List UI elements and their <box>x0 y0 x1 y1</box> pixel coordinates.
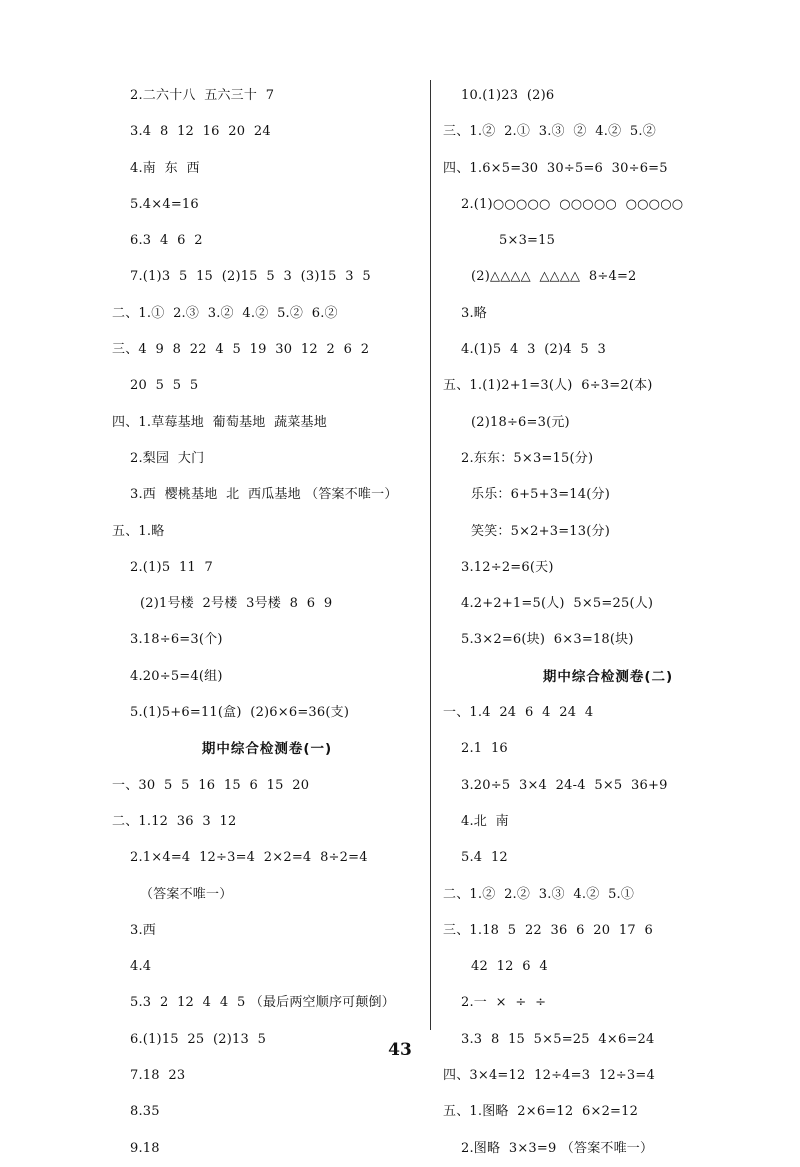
answer-line: 四、3×4=12 12÷4=3 12÷3=4 <box>443 1068 655 1084</box>
answer-line: 2.(1)○○○○○ ○○○○○ ○○○○○ <box>461 196 684 212</box>
answer-line: 2.1 16 <box>461 741 508 757</box>
section-title: 期中综合检测卷(二) <box>542 668 674 685</box>
answer-line: 五、1.(1)2+1=3(人) 6÷3=2(本) <box>443 378 653 394</box>
answer-line: 20 5 5 5 <box>130 378 199 394</box>
answer-line: 3.3 8 15 5×5=25 4×6=24 <box>461 1031 655 1047</box>
answer-line: 二、1.12 36 3 12 <box>112 813 237 829</box>
answer-line: 7.18 23 <box>130 1068 186 1084</box>
answer-line: 乐乐：6+5+3=14(分) <box>471 487 610 503</box>
answer-line: 8.35 <box>130 1104 160 1120</box>
section-title: 期中综合检测卷(一) <box>201 741 333 758</box>
answer-line: 3.西 <box>130 922 157 938</box>
answer-line: 4.2+2+1=5(人) 5×5=25(人) <box>461 596 654 612</box>
answer-line: 2.(1)5 11 7 <box>130 559 214 575</box>
page-number: 43 <box>388 1040 412 1060</box>
answer-line: 4.北 南 <box>461 813 509 829</box>
answer-line: 四、1.6×5=30 30÷5=6 30÷6=5 <box>443 160 668 176</box>
answer-line: 5.3×2=6(块) 6×3=18(块) <box>461 632 634 648</box>
answer-line: 五、1.略 <box>112 523 165 539</box>
answer-line: 一、1.4 24 6 4 24 4 <box>443 705 594 721</box>
answer-line: (2)18÷6=3(元) <box>471 414 570 430</box>
answer-line: 2.1×4=4 12÷3=4 2×2=4 8÷2=4 <box>130 850 368 866</box>
answer-line: 4.20÷5=4(组) <box>130 668 223 684</box>
answer-line: 三、4 9 8 22 4 5 19 30 12 2 6 2 <box>112 342 370 358</box>
answer-line: 4.南 东 西 <box>130 160 200 176</box>
answer-line: 10.(1)23 (2)6 <box>461 88 555 103</box>
answer-line: 7.(1)3 5 15 (2)15 5 3 (3)15 3 5 <box>130 269 371 285</box>
answer-line: 2.二六十八 五六三十 7 <box>130 88 275 103</box>
answer-line: 二、1.② 2.② 3.③ 4.② 5.① <box>443 886 635 902</box>
answer-line: 一、30 5 5 16 15 6 15 20 <box>112 777 310 793</box>
answer-line: 笑笑：5×2+3=13(分) <box>471 523 610 539</box>
answer-line: 2.东东：5×3=15(分) <box>461 450 594 466</box>
answer-line: 2.梨园 大门 <box>130 450 205 466</box>
answer-line: 5×3=15 <box>499 233 556 249</box>
answer-line: 5.4 12 <box>461 850 508 866</box>
answer-line: 3.18÷6=3(个) <box>130 632 223 648</box>
answer-line: 四、1.草莓基地 葡萄基地 蔬菜基地 <box>112 414 327 430</box>
answer-line: 5.(1)5+6=11(盒) (2)6×6=36(支) <box>130 705 350 721</box>
answer-line: 9.18 <box>130 1140 160 1156</box>
answer-line: 6.(1)15 25 (2)13 5 <box>130 1031 267 1047</box>
answer-line: 5.3 2 12 4 4 5 （最后两空顺序可颠倒） <box>130 995 395 1011</box>
answer-line: 4.4 <box>130 959 152 975</box>
answer-line: 2.图略 3×3=9 （答案不唯一） <box>461 1140 654 1156</box>
answer-line: 五、1.图略 2×6=12 6×2=12 <box>443 1104 639 1120</box>
answer-line: 2.一 × ÷ ÷ <box>461 995 547 1011</box>
right-answer-column <box>443 78 773 1167</box>
answer-line: 二、1.① 2.③ 3.② 4.② 5.② 6.② <box>112 305 338 321</box>
answer-line: 3.4 8 12 16 20 24 <box>130 124 271 140</box>
answer-line: 3.略 <box>461 305 488 321</box>
column-divider <box>430 80 431 1030</box>
answer-line: (2)1号楼 2号楼 3号楼 8 6 9 <box>140 596 333 612</box>
answer-line: 三、1.② 2.① 3.③ ② 4.② 5.② <box>443 124 656 140</box>
answer-line: 3.西 樱桃基地 北 西瓜基地 （答案不唯一） <box>130 487 398 503</box>
answer-line: （答案不唯一） <box>140 886 233 902</box>
answer-line: 6.3 4 6 2 <box>130 233 203 249</box>
answer-line: 5.4×4=16 <box>130 196 199 212</box>
answer-line: 4.(1)5 4 3 (2)4 5 3 <box>461 342 606 358</box>
answer-line: 3.20÷5 3×4 24-4 5×5 36+9 <box>461 777 668 793</box>
left-answer-column <box>112 78 422 1167</box>
answer-line: 3.12÷2=6(天) <box>461 559 554 575</box>
answer-line: (2)△△△△ △△△△ 8÷4=2 <box>471 269 637 285</box>
answer-line: 三、1.18 5 22 36 6 20 17 6 <box>443 922 653 938</box>
answer-line: 42 12 6 4 <box>471 959 548 975</box>
